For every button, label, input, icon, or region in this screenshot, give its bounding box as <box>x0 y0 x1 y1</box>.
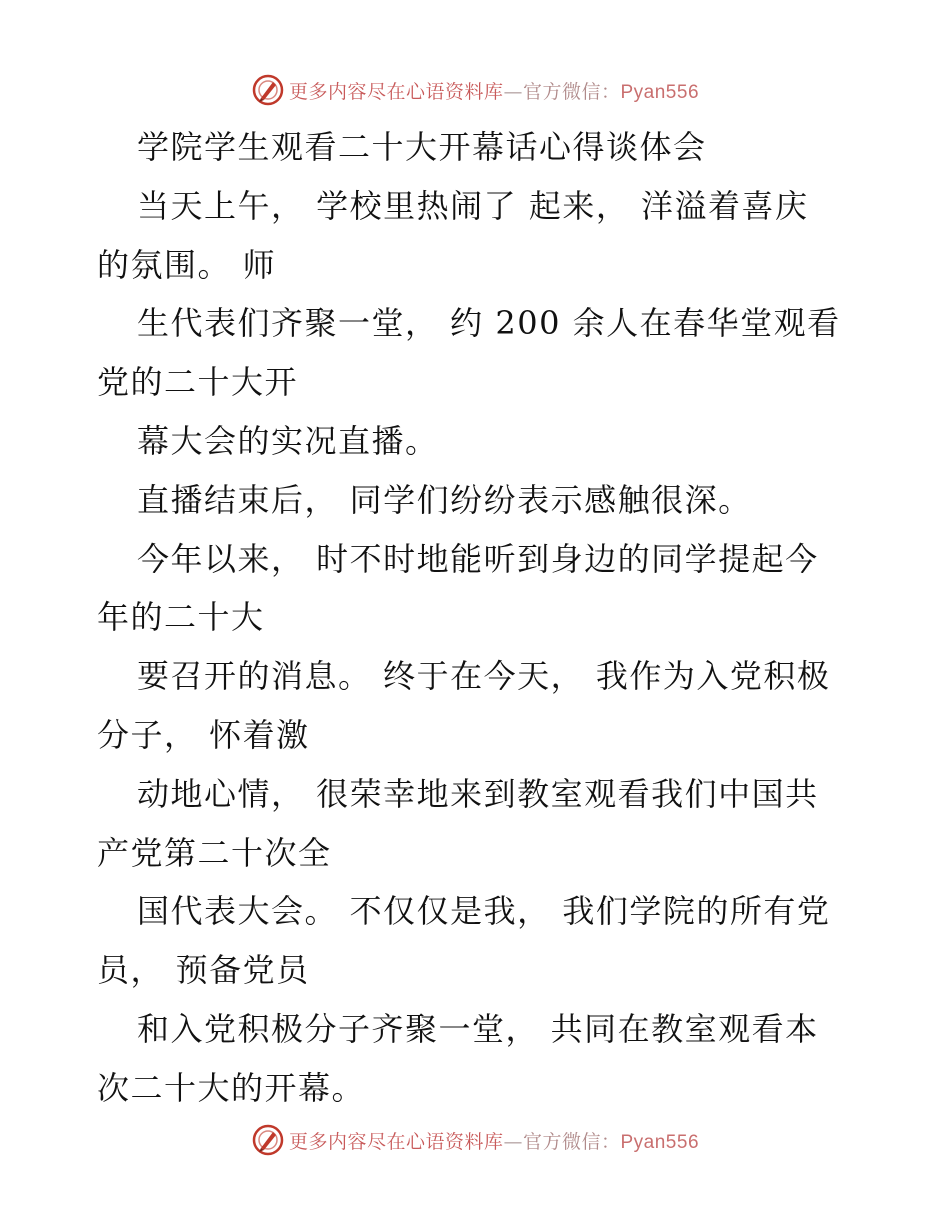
text-line: 生代表们齐聚一堂， 约 200 余人在春华堂观看 <box>137 304 841 343</box>
banner-slogan: 更多内容尽在心语资料库 <box>288 1130 504 1153</box>
banner-text <box>289 77 699 104</box>
text-line: 国代表大会。 不仅仅是我， 我们学院的所有党 <box>137 892 831 931</box>
banner-wechat-label: 官方微信： <box>522 1130 621 1153</box>
banner-dash: — <box>503 80 523 103</box>
banner-wechat-label: 官方微信： <box>522 80 621 103</box>
text-line: 动地心情， 很荣幸地来到教室观看我们中国共 <box>137 774 819 813</box>
text-line: 年的二十大 <box>97 598 265 637</box>
banner-slogan: 更多内容尽在心语资料库 <box>288 80 504 103</box>
document-body <box>97 118 857 1118</box>
text-line: 当天上午， 学校里热闹了 起来， 洋溢着喜庆 <box>137 186 809 225</box>
header-banner <box>0 70 950 110</box>
text-line: 要召开的消息。 终于在今天， 我作为入党积极 <box>137 657 831 696</box>
footer-banner <box>0 1120 950 1160</box>
text-line: 直播结束后， 同学们纷纷表示感触很深。 <box>137 480 752 519</box>
text-line: 今年以来， 时不时地能听到身边的同学提起今 <box>137 539 819 578</box>
banner-wechat-id: Pyan556 <box>620 1131 700 1153</box>
banner-wechat-id: Pyan556 <box>620 81 700 103</box>
text-line: 分子， 怀着激 <box>97 715 310 754</box>
text-line: 的氛围。 师 <box>97 245 277 284</box>
text-line: 产党第二十次全 <box>97 833 332 872</box>
pen-logo-icon <box>251 73 285 107</box>
document-title: 学院学生观看二十大开幕话心得谈体会 <box>137 128 707 166</box>
banner-dash: — <box>503 1130 523 1153</box>
text-line: 党的二十大开 <box>97 363 299 402</box>
text-line: 员， 预备党员 <box>97 951 310 990</box>
pen-logo-icon <box>251 1123 285 1157</box>
text-line: 幕大会的实况直播。 <box>137 421 439 460</box>
text-line: 次二十大的开幕。 <box>97 1068 366 1107</box>
text-line: 和入党积极分子齐聚一堂， 共同在教室观看本 <box>137 1009 819 1048</box>
banner-text <box>289 1127 699 1154</box>
